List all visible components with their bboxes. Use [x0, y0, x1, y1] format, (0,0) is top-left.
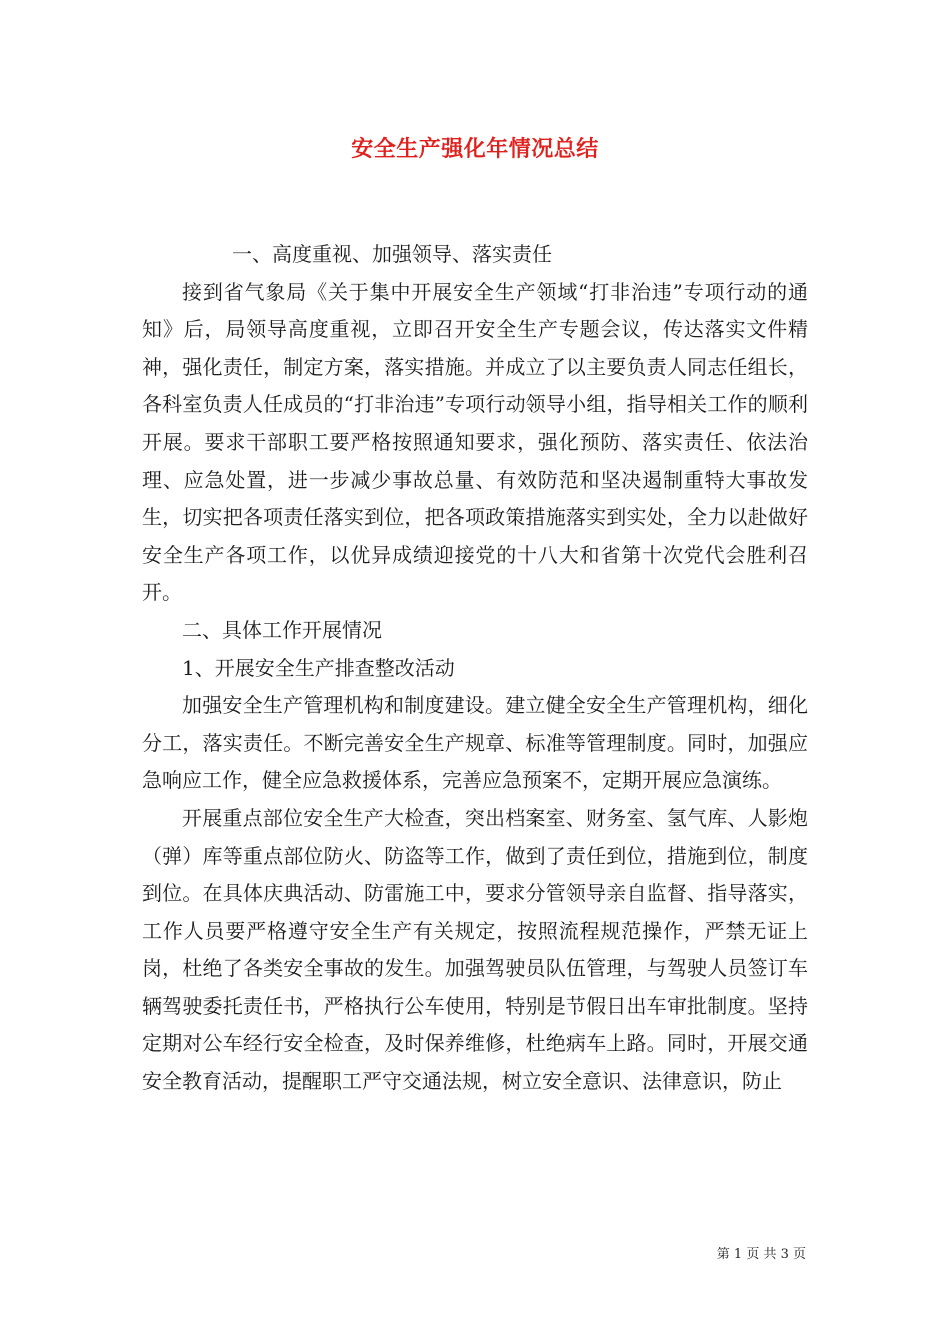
document-body [142, 236, 808, 1101]
section-1-paragraph: 接到省气象局《关于集中开展安全生产领域“打非治违”专项行动的通知》后，局领导高度重视，立即召开安全生产专题会议，传达落实文件精神，强化责任，制定方案，落实措施。并成立了以主要负责人同志任组长，各科室负责人任成员的“打非治违”专项行动领导小组，指导相关工作的顺利开展。要求干部职工要严格按照通知要求，强化预防、落实责任、依法治理、应急处置，进一步减少事故总量、有效防范和坚决遏制重特大事故发生，切实把各项责任落实到位，把各项政策措施落实到实处，全力以赴做好安全生产各项工作，以优异成绩迎接党的十八大和省第十次党代会胜利召开。 [142, 279, 808, 605]
document-title: 安全生产强化年情况总结 [351, 137, 599, 162]
subsection-1-heading: 1、开展安全生产排查整改活动 [182, 655, 455, 680]
section-2-heading: 二、具体工作开展情况 [182, 617, 382, 642]
paragraph-inspection: 开展重点部位安全生产大检查，突出档案室、财务室、氢气库、人影炮（弹）库等重点部位防火、防盗等工作，做到了责任到位，措施到位，制度到位。在具体庆典活动、防雷施工中，要求分管领导亲自监督、指导落实，工作人员要严格遵守安全生产有关规定，按照流程规范操作，严禁无证上岗，杜绝了各类安全事故的发生。加强驾驶员队伍管理，与驾驶人员签订车辆驾驶委托责任书，严格执行公车使用，特别是节假日出车审批制度。坚持定期对公车经行安全检查，及时保养维修，杜绝病车上路。同时，开展交通安全教育活动，提醒职工严守交通法规，树立安全意识、法律意识，防止 [142, 805, 808, 1094]
page-number: 第 1 页 共 3 页 [716, 1247, 806, 1262]
paragraph-management: 加强安全生产管理机构和制度建设。建立健全安全生产管理机构，细化分工，落实责任。不断完善安全生产规章、标准等管理制度。同时，加强应急响应工作，健全应急救援体系，完善应急预案不，定期开展应急演练。 [142, 693, 808, 793]
section-1-heading: 一、高度重视、加强领导、落实责任 [232, 242, 552, 266]
